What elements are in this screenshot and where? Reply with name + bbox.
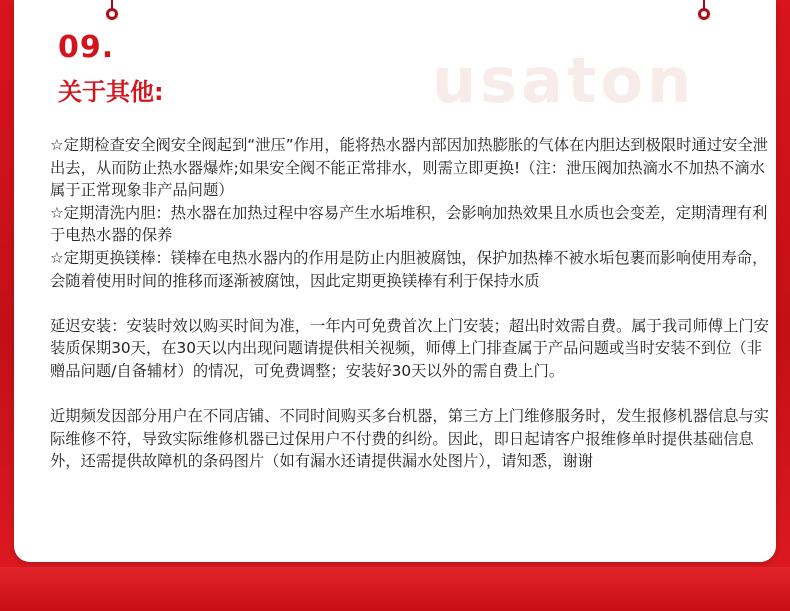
paragraph-gap (50, 292, 770, 315)
maintenance-section (50, 134, 770, 292)
right-pin-icon (698, 8, 710, 20)
section-number: 09. (58, 30, 115, 65)
repair-notice-section (50, 405, 770, 473)
repair-notice-paragraph: 近期频发因部分用户在不同店铺、不同时间购买多台机器，第三方上门维修服务时，发生报修机器信息与实际维修不符，导致实际维修机器已过保用户不付费的纠纷。因此，即日起请客户报维修单时提供基础信息外，还需提供故障机的条码图片（如有漏水还请提供漏水处图片），请知悉，谢谢 (50, 407, 769, 471)
installation-section (50, 315, 770, 383)
delayed-installation-paragraph: 延迟安装：安装时效以购买时间为准，一年内可免费首次上门安装；超出时效需自费。属于我司师傅上门安装质保期30天，在30天以内出现问题请提供相关视频，师傅上门排查属于产品问题或当时安装不到位（非赠品问题/自备辅材）的情况，可免费调整；安装好30天以外的需自费上门。 (50, 316, 769, 380)
brand-watermark: usaton (432, 44, 696, 117)
tank-cleaning-paragraph: ☆定期清洗内胆：热水器在加热过程中容易产生水垢堆积，会影响加热效果且水质也会变差，定期清理有利于电热水器的保养 (50, 203, 768, 245)
left-pin-icon (106, 8, 118, 20)
section-title: 关于其他: (58, 78, 164, 106)
magnesium-rod-paragraph: ☆定期更换镁棒：镁棒在电热水器内的作用是防止内胆被腐蚀，保护加热棒不被水垢包裹而影响使用寿命，会随着使用时间的推移而逐渐被腐蚀，因此定期更换镁棒有利于保持水质 (50, 248, 768, 290)
bottom-red-strip (0, 567, 790, 611)
info-card (14, 0, 776, 562)
safety-valve-paragraph: ☆定期检查安全阀安全阀起到“泄压”作用，能将热水器内部因加热膨胀的气体在内胆达到极限时通过安全泄出去，从而防止热水器爆炸;如果安全阀不能正常排水，则需立即更换!（注：泄压阀加热滴水不加热不滴水属于正常现象非产品问题） (50, 136, 768, 200)
content-body (50, 134, 770, 473)
paragraph-gap (50, 383, 770, 406)
